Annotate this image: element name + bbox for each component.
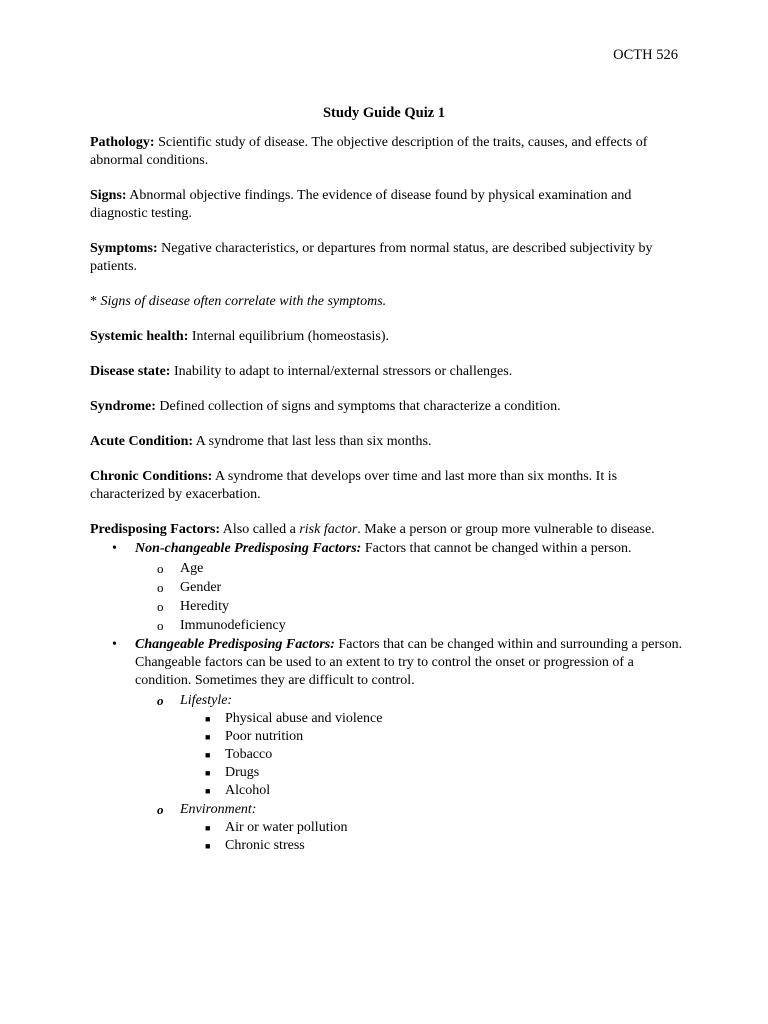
list-item-non-changeable bbox=[90, 540, 686, 635]
definition-text: Internal equilibrium (homeostasis). bbox=[188, 329, 390, 344]
definition-syndrome bbox=[90, 398, 686, 416]
circle-bullet-icon: o bbox=[157, 618, 164, 633]
definition-text: A syndrome that last less than six months. bbox=[193, 434, 432, 449]
term-label: Predisposing Factors: bbox=[90, 522, 221, 537]
definition-text: . Make a person or group more vulnerable to disease. bbox=[357, 522, 655, 537]
list-item bbox=[180, 764, 686, 782]
list-item-text: Air or water pollution bbox=[225, 820, 348, 835]
predisposing-intro bbox=[90, 521, 686, 539]
term-label: Acute Condition: bbox=[90, 434, 194, 449]
bullet-icon: • bbox=[112, 637, 117, 652]
course-code: OCTH 526 bbox=[613, 47, 678, 63]
term-label: Systemic health: bbox=[90, 329, 189, 344]
square-bullet-icon: ■ bbox=[205, 786, 211, 796]
definition-text: Abnormal objective findings. The evidence of disease found by physical examination and diagnostic testing. bbox=[90, 188, 632, 221]
non-changeable-list bbox=[135, 559, 686, 635]
list-item-text: Alcohol bbox=[225, 783, 271, 798]
term-label: Changeable Predisposing Factors: bbox=[135, 637, 335, 652]
circle-bullet-icon: o bbox=[157, 802, 164, 817]
list-item bbox=[135, 597, 686, 616]
list-item-text: Gender bbox=[180, 580, 222, 595]
page-title: Study Guide Quiz 1 bbox=[322, 105, 446, 121]
list-item-text: Heredity bbox=[180, 599, 229, 614]
list-item bbox=[135, 616, 686, 635]
lifestyle-list bbox=[180, 710, 686, 800]
definition-chronic-conditions bbox=[90, 468, 686, 504]
list-item-text: Tobacco bbox=[225, 747, 273, 762]
list-item bbox=[135, 559, 686, 578]
definition-text: Scientific study of disease. The objective description of the traits, causes, and effects of abnormal conditions. bbox=[90, 135, 648, 168]
circle-bullet-icon: o bbox=[157, 693, 164, 708]
risk-factor-emphasis: risk factor bbox=[299, 522, 358, 537]
list-item-changeable bbox=[90, 636, 686, 855]
square-bullet-icon: ■ bbox=[205, 732, 211, 742]
list-item bbox=[180, 746, 686, 764]
circle-bullet-icon: o bbox=[157, 580, 164, 595]
list-item bbox=[180, 782, 686, 800]
note-asterisk: * bbox=[90, 294, 101, 309]
category-label: Lifestyle: bbox=[180, 693, 233, 708]
term-label: Disease state: bbox=[90, 364, 171, 379]
circle-bullet-icon: o bbox=[157, 599, 164, 614]
square-bullet-icon: ■ bbox=[205, 750, 211, 760]
list-item-text: Drugs bbox=[225, 765, 260, 780]
square-bullet-icon: ■ bbox=[205, 823, 211, 833]
list-item-lifestyle bbox=[135, 691, 686, 800]
list-item-text: Age bbox=[180, 561, 204, 576]
list-item bbox=[180, 837, 686, 855]
bullet-icon: • bbox=[112, 541, 117, 556]
definition-text: Also called a bbox=[220, 522, 300, 537]
term-label: Symptoms: bbox=[90, 241, 158, 256]
list-item bbox=[180, 819, 686, 837]
square-bullet-icon: ■ bbox=[205, 841, 211, 851]
definition-text: Factors that cannot be changed within a person. bbox=[361, 541, 632, 556]
definition-text: Inability to adapt to internal/external stressors or challenges. bbox=[170, 364, 513, 379]
definition-systemic-health bbox=[90, 328, 686, 346]
definition-signs bbox=[90, 187, 686, 223]
term-label: Signs: bbox=[90, 188, 127, 203]
term-label: Non-changeable Predisposing Factors: bbox=[135, 541, 362, 556]
list-item-environment bbox=[135, 800, 686, 855]
term-label: Syndrome: bbox=[90, 399, 156, 414]
list-item-text: Poor nutrition bbox=[225, 729, 304, 744]
predisposing-factor-list bbox=[90, 540, 686, 855]
note-text: Signs of disease often correlate with the symptoms. bbox=[100, 294, 387, 309]
category-label: Environment: bbox=[180, 802, 257, 817]
square-bullet-icon: ■ bbox=[205, 768, 211, 778]
term-label: Chronic Conditions: bbox=[90, 469, 213, 484]
document-body bbox=[90, 134, 686, 856]
definition-pathology bbox=[90, 134, 686, 170]
definition-text: Factors that can be changed within and surrounding a person. Changeable factors can be used to an extent to try to control the onset or progression of a condition. Sometimes they are difficult to control. bbox=[135, 637, 683, 688]
definition-predisposing-factors bbox=[90, 521, 686, 855]
changeable-list bbox=[135, 691, 686, 855]
definition-symptoms bbox=[90, 240, 686, 276]
list-item bbox=[135, 578, 686, 597]
list-item bbox=[180, 710, 686, 728]
term-label: Pathology: bbox=[90, 135, 155, 150]
definition-disease-state bbox=[90, 363, 686, 381]
note-signs-symptoms bbox=[90, 293, 686, 311]
list-item-text: Chronic stress bbox=[225, 838, 305, 853]
square-bullet-icon: ■ bbox=[205, 714, 211, 724]
environment-list bbox=[180, 819, 686, 855]
list-item-text: Immunodeficiency bbox=[180, 618, 286, 633]
definition-text: Negative characteristics, or departures from normal status, are described subjectivity by patients. bbox=[90, 241, 653, 274]
list-item bbox=[180, 728, 686, 746]
circle-bullet-icon: o bbox=[157, 561, 164, 576]
definition-text: A syndrome that develops over time and last more than six months. It is characterized by exacerbation. bbox=[90, 469, 618, 502]
definition-text: Defined collection of signs and symptoms that characterize a condition. bbox=[155, 399, 561, 414]
definition-acute-condition bbox=[90, 433, 686, 451]
list-item-text: Physical abuse and violence bbox=[225, 711, 383, 726]
